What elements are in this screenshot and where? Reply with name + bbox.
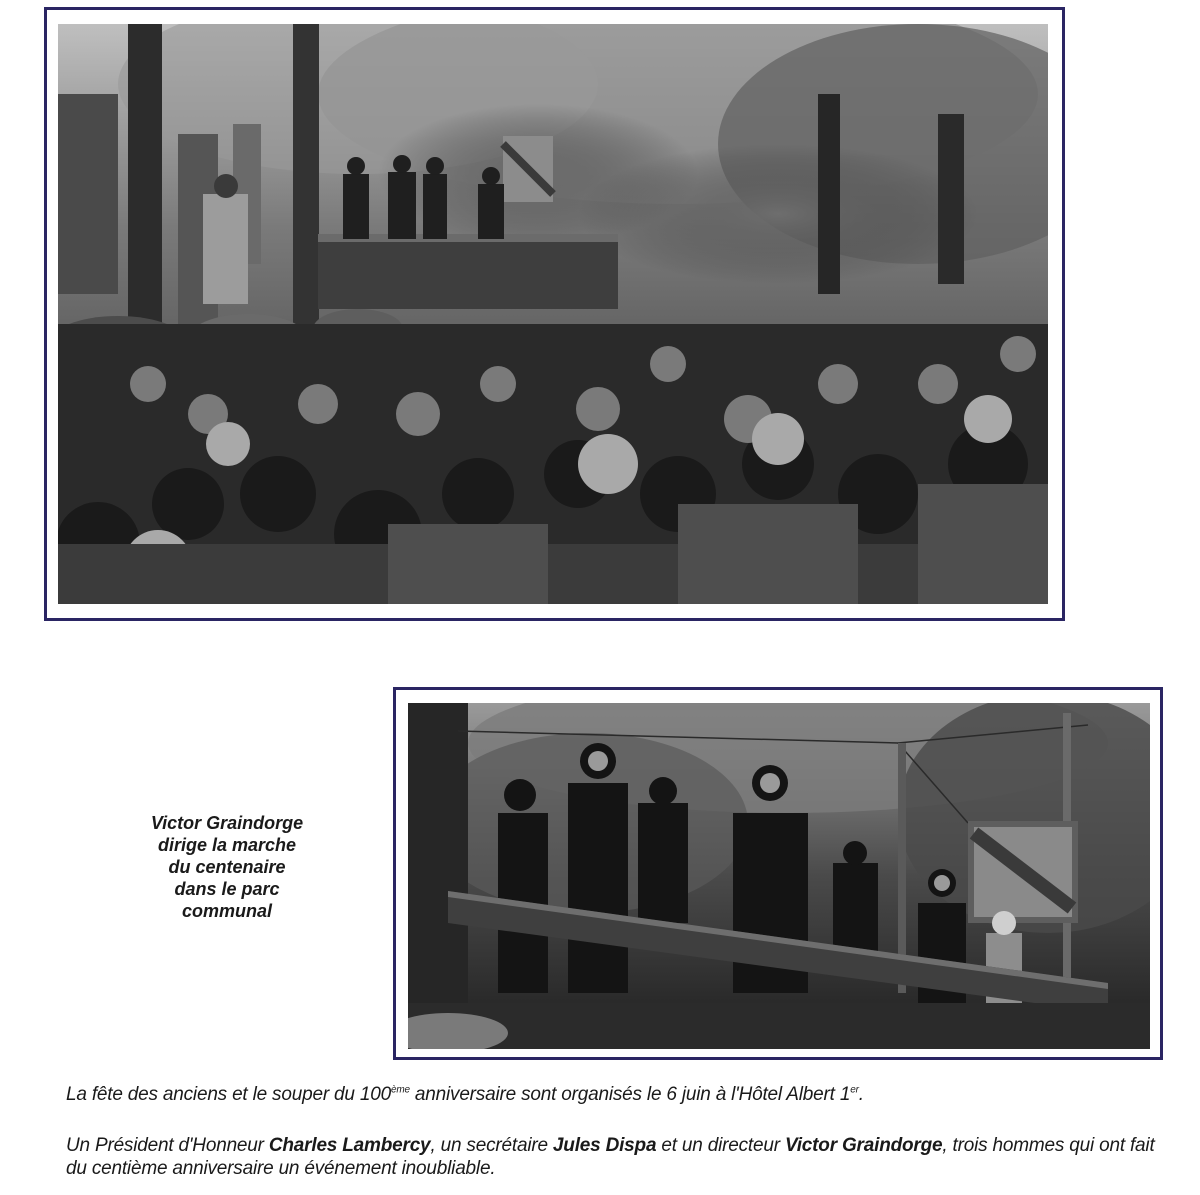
caption-line: du centenaire [168,857,286,877]
paragraph-text: , un secrétaire [430,1135,553,1156]
paragraph-text: , trois hommes qui ont fait du centième anniversaire un événement inoubliable. [66,1135,1155,1179]
event-paragraph [66,1083,1176,1106]
honor-paragraph [66,1134,1176,1180]
conductor-on-stage-photo [408,703,1150,1049]
superscript-er: er [850,1084,859,1096]
person-name: Jules Dispa [552,1135,657,1156]
caption-line: dans le parc [174,879,280,899]
paragraph-text: et un directeur [656,1135,785,1156]
bottom-photo-frame [393,687,1163,1060]
paragraph-text: Un Président d'Honneur [66,1135,269,1156]
paragraph-text: . [858,1084,864,1105]
crowd-gathering-photo [58,24,1048,604]
caption-line: Victor Graindorge [150,813,304,833]
caption-line: dirige la marche [157,835,297,855]
person-name: Charles Lambercy [268,1135,431,1156]
photo-caption [118,812,336,922]
superscript-eme: ème [390,1084,410,1096]
person-name: Victor Graindorge [784,1135,943,1156]
top-photo-frame [44,7,1065,621]
paragraph-text: La fête des anciens et le souper du 100 [66,1084,391,1105]
paragraph-text: anniversaire sont organisés le 6 juin à l'Hôtel Albert 1 [409,1084,851,1105]
caption-line: communal [181,901,273,921]
